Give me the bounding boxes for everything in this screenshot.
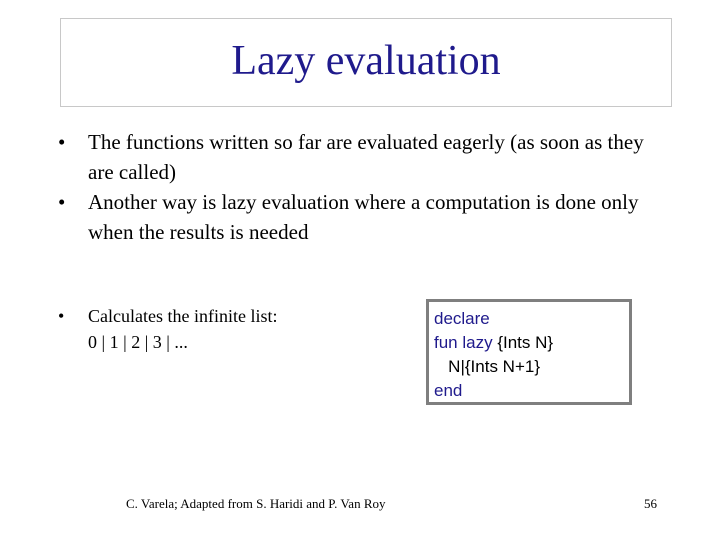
infinite-list-label: • Calculates the infinite list: bbox=[88, 306, 278, 326]
infinite-list-sequence: 0 | 1 | 2 | 3 | ... bbox=[88, 332, 188, 352]
code-line-end: end bbox=[434, 381, 463, 400]
slide-title: Lazy evaluation bbox=[231, 37, 501, 84]
code-box bbox=[426, 299, 632, 405]
code-line-fun bbox=[434, 331, 629, 355]
page-number: 56 bbox=[644, 496, 657, 511]
bullet-item-lazy: • Another way is lazy evaluation where a computation is done only when the results is needed bbox=[58, 187, 668, 247]
code-line-declare: declare bbox=[434, 309, 490, 328]
infinite-list-bullet bbox=[58, 303, 388, 355]
code-fun-signature: {Ints N} bbox=[492, 333, 554, 352]
footer-credit: C. Varela; Adapted from S. Haridi and P. Van Roy bbox=[126, 496, 386, 511]
title-box bbox=[60, 18, 672, 107]
bullet-item-eager: • The functions written so far are evaluated eagerly (as soon as they are called) bbox=[58, 127, 668, 187]
code-keyword-fun-lazy: fun lazy bbox=[434, 333, 493, 352]
code-line-body: N|{Ints N+1} bbox=[434, 357, 541, 376]
bullet-list bbox=[58, 127, 668, 247]
